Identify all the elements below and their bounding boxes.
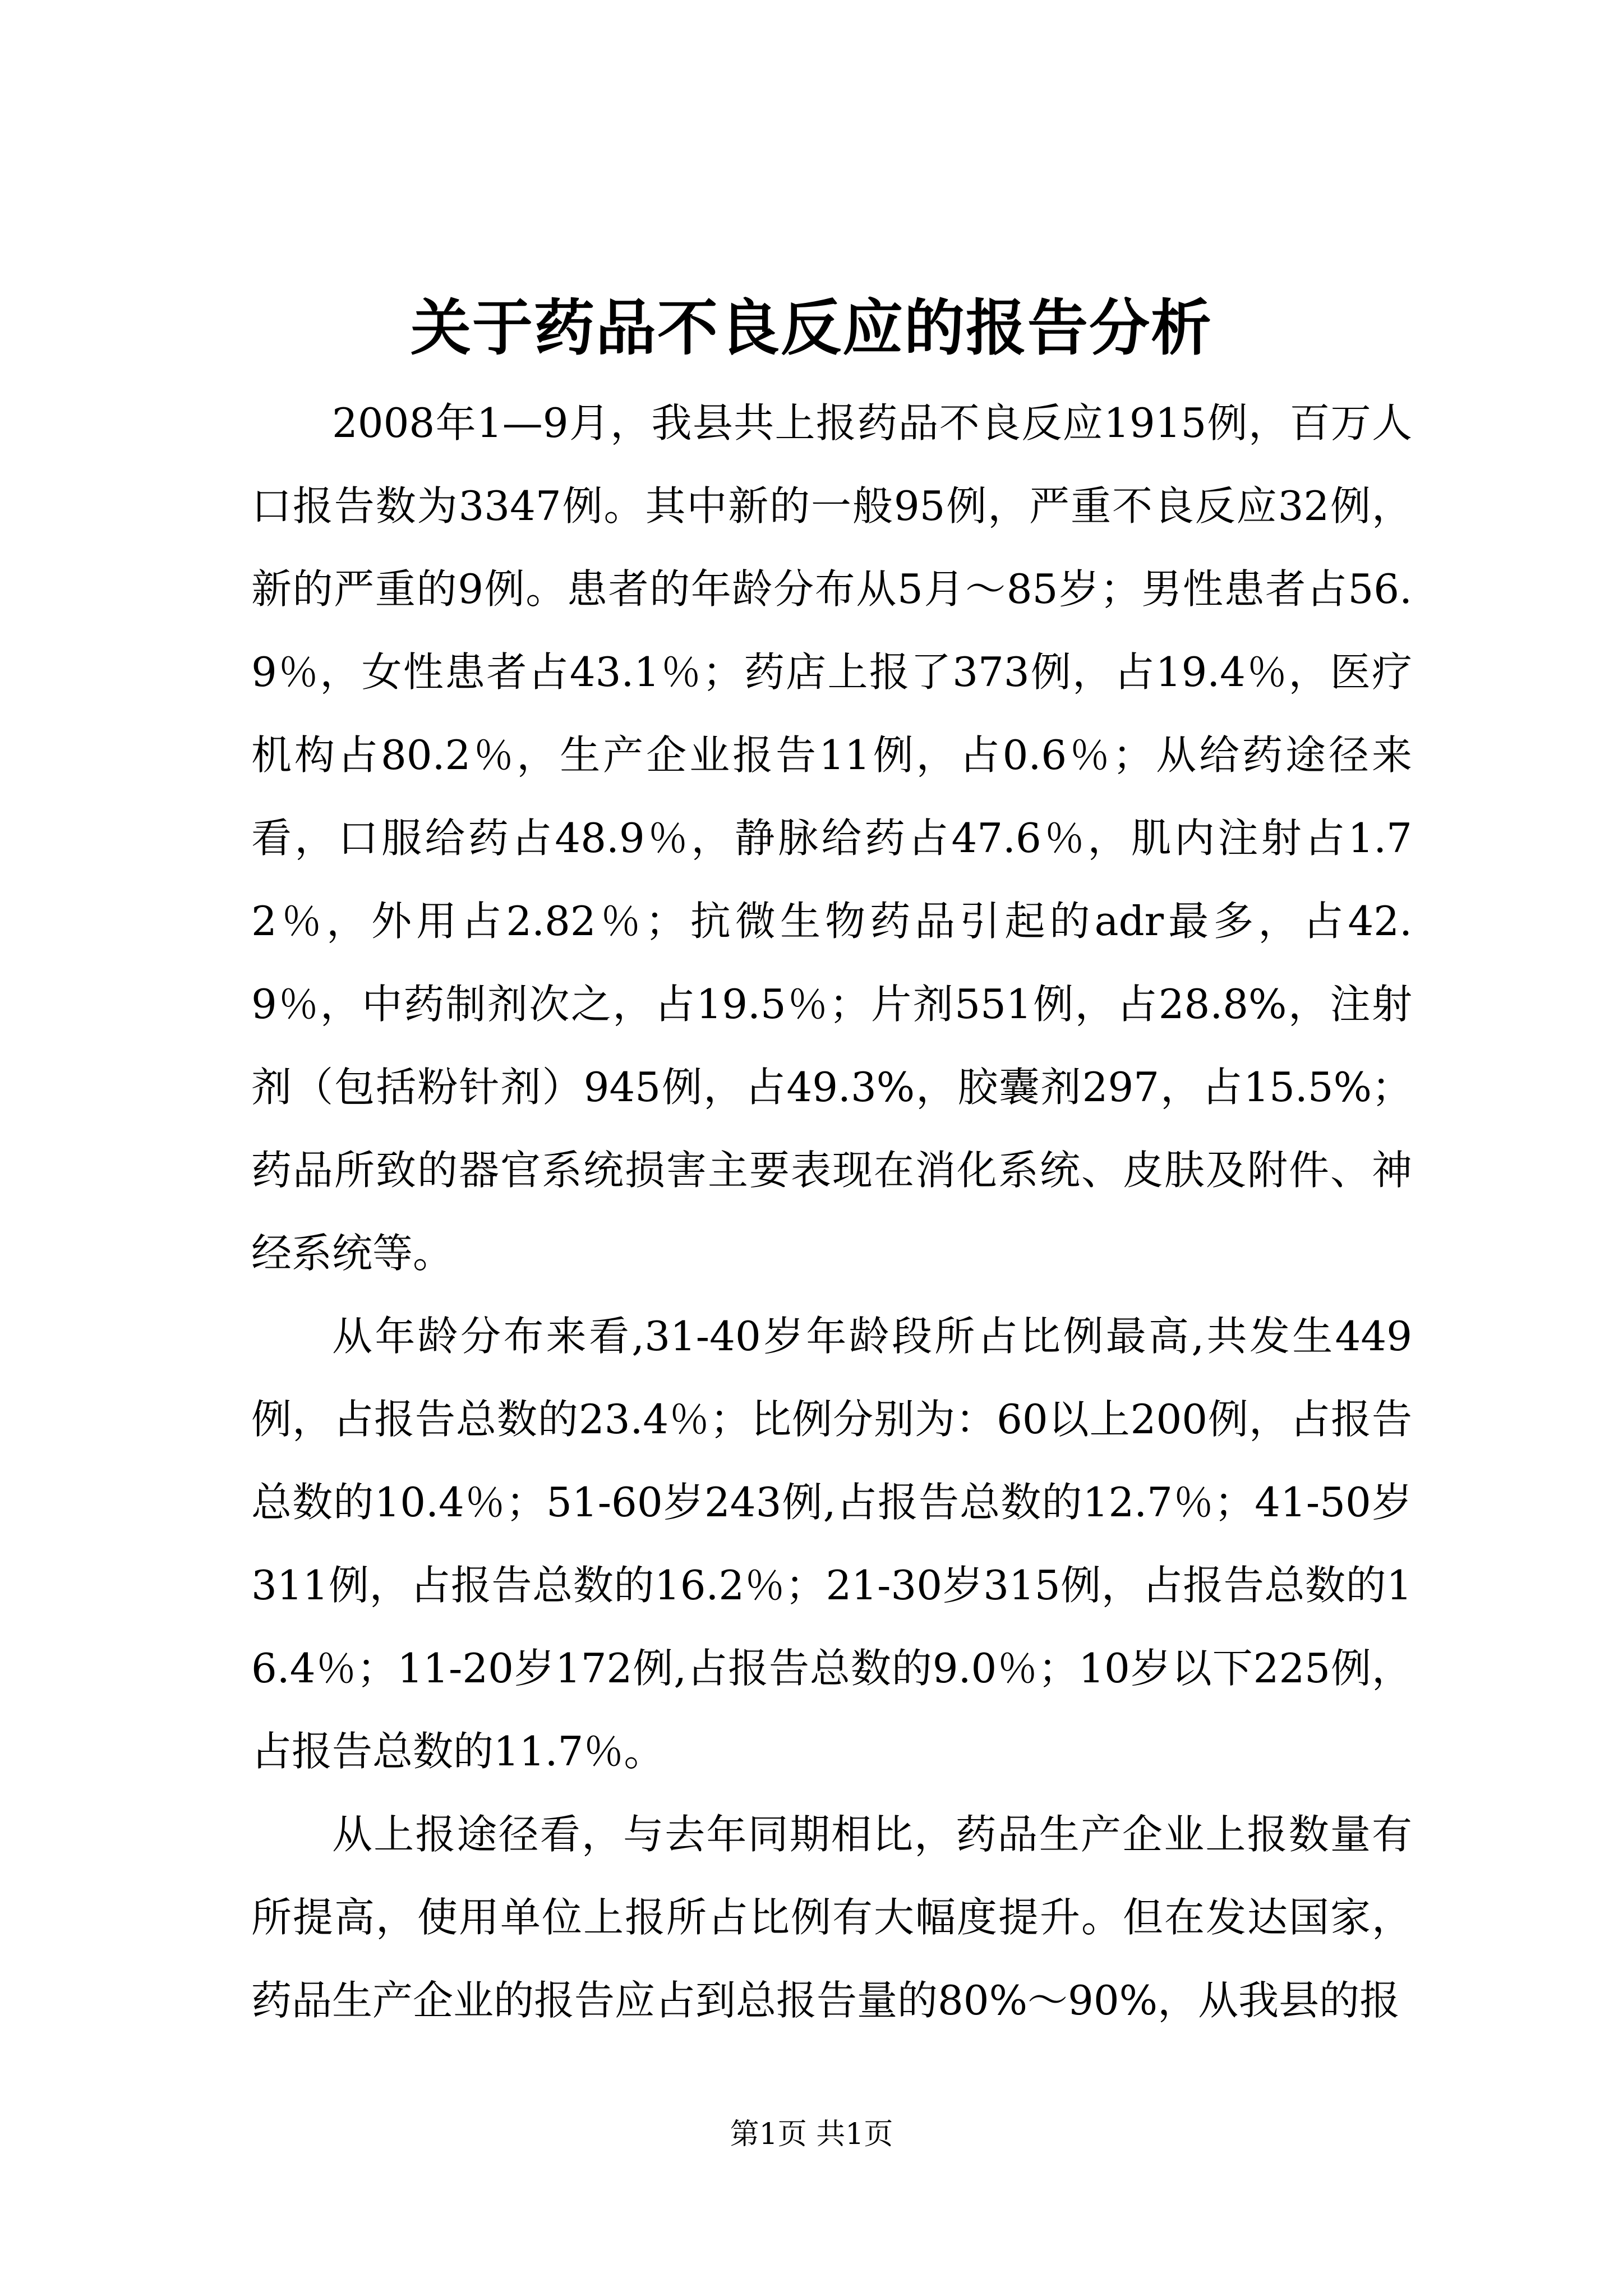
document-title: 关于药品不良反应的报告分析: [410, 293, 1212, 364]
paragraph-summary: 2008年1—9月，我县共上报药品不良反应1915例，百万人口报告数为3347例。其中新的一般95例，严重不良反应32例，新的严重的9例。患者的年龄分布从5月～85岁；男性患者占56.9％，女性患者占43.1％；药店上报了373例，占19.4％，医疗机构占80.2％，生产企业报告11例，占0.6％；从给药途径来看，口服给药占48.9％，静脉给药占47.6％，肌内注射占1.72％，外用占2.82％；抗微生物药品引起的adr最多，占42.9％，中药制剂次之，占19.5％；片剂551例，占28.8%，注射剂（包括粉针剂）945例，占49.3%，胶囊剂297，占15.5%；药品所致的器官系统损害主要表现在消化系统、皮肤及附件、神经系统等。: [251, 399, 1412, 1277]
document-body: [251, 381, 1412, 2042]
paragraph-age-distribution: 从年龄分布来看,31-40岁年龄段所占比例最高,共发生449例，占报告总数的23.4％；比例分别为：60以上200例，占报告总数的10.4％；51-60岁243例,占报告总数的12.7％；41-50岁311例，占报告总数的16.2％；21-30岁315例，占报告总数的16.4％；11-20岁172例,占报告总数的9.0％；10岁以下225例，占报告总数的11.7％。: [251, 1313, 1412, 1775]
paragraph-reporting-channels: 从上报途径看，与去年同期相比，药品生产企业上报数量有所提高，使用单位上报所占比例有大幅度提升。但在发达国家，药品生产企业的报告应占到总报告量的80%～90%，从我县的报: [251, 1811, 1412, 2024]
page-footer: 第1页 共1页: [730, 2118, 893, 2151]
